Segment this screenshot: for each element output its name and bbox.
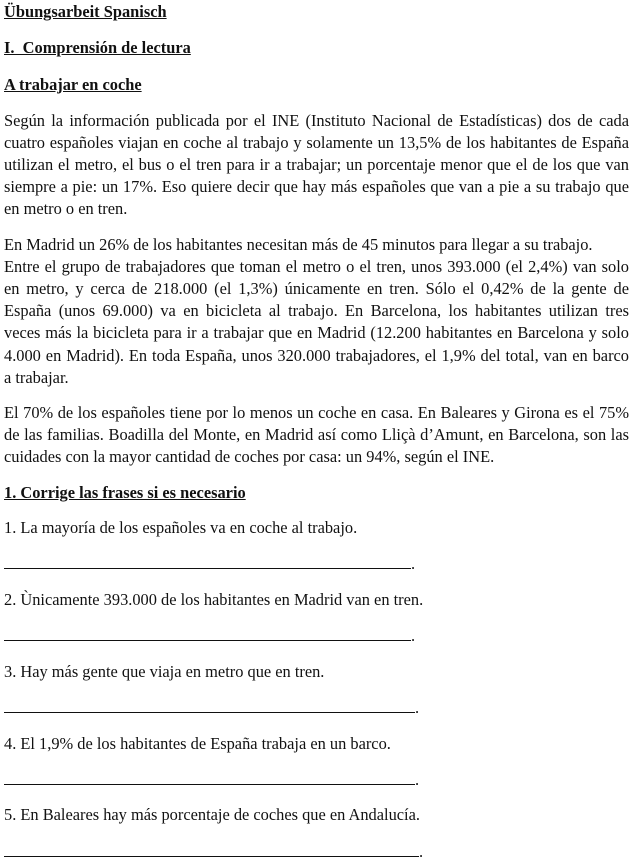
answer-blank: [4, 769, 629, 791]
question-text: 3. Hay más gente que viaja en metro que en tren.: [4, 661, 325, 681]
blank-period: .: [415, 769, 420, 789]
blank-period: .: [411, 554, 416, 574]
answer-line: [4, 628, 411, 641]
text-line: cuidades con la mayor cantidad de coches por casa: un 94%, según el INE.: [4, 447, 495, 467]
answer-blank: [4, 625, 629, 647]
text-line: en metro o en tren.: [4, 199, 128, 219]
text-line: siempre a pie: un 17%. Eso quiere decir que hay más españoles que van a pie a su trabajo que: [4, 177, 629, 197]
question-item: [4, 661, 629, 719]
text-line: en metro, y cerca de 218.000 (el 1,3%) únicamente en tren. Sólo el 0,42% de la gente de: [4, 279, 629, 299]
text-line: cuatro españoles viajan en coche al trabajo y solamente un 13,5% de los habitantes de España: [4, 132, 629, 152]
text-line: utilizan el metro, el bus o el tren para ir a trabajar; un porcentaje menor que el de los que van: [4, 155, 629, 175]
answer-line: [4, 700, 415, 713]
text-line: Entre el grupo de trabajadores que toman el metro o el tren, unos 393.000 (el 2,4%) van solo: [4, 256, 629, 276]
question-text: 2. Ùnicamente 393.000 de los habitantes en Madrid van en tren.: [4, 590, 424, 610]
worksheet-title: Übungsarbeit Spanisch: [4, 2, 167, 21]
article-title: A trabajar en coche: [4, 75, 142, 95]
question-item: [4, 589, 629, 647]
question-item: [4, 517, 629, 575]
text-line: veces más la bicicleta para ir a trabajar que en Madrid (12.200 habitantes en Barcelona y solo: [4, 323, 629, 343]
text-line: de las familias. Boadilla del Monte, en Madrid así como Lliçà d’Amunt, en Barcelona, son las: [4, 425, 629, 445]
paragraph: [4, 402, 629, 469]
answer-line: [4, 844, 419, 857]
text-line: 4.000 en Madrid). En toda España, unos 320.000 trabajadores, el 1,9% del total, van en barco: [4, 345, 629, 365]
question-item: [4, 804, 629, 862]
worksheet-content: [4, 1, 629, 863]
paragraph: [4, 110, 629, 221]
question-text: 1. La mayoría de los españoles va en coche al trabajo.: [4, 518, 358, 538]
answer-line: [4, 772, 415, 785]
exercise-heading: 1. Corrige las frases si es necesario: [4, 482, 246, 502]
question-text: 5. En Baleares hay más porcentaje de coches que en Andalucía.: [4, 805, 420, 825]
question-item: [4, 733, 629, 791]
text-line: El 70% de los españoles tiene por lo menos un coche en casa. En Baleares y Girona es el 75%: [4, 403, 629, 423]
answer-blank: [4, 553, 629, 575]
text-line: Según la información publicada por el INE (Instituto Nacional de Estadísticas) dos de cada: [4, 110, 629, 130]
blank-period: .: [411, 626, 416, 646]
text-line: España (unos 69.000) va en bicicleta al trabajo. En Barcelona, los habitantes utilizan tres: [4, 301, 629, 321]
text-line: En Madrid un 26% de los habitantes necesitan más de 45 minutos para llegar a su trabajo.: [4, 234, 593, 254]
question-list: [4, 517, 629, 863]
article-body: [4, 110, 629, 469]
question-text: 4. El 1,9% de los habitantes de España trabaja en un barco.: [4, 733, 391, 753]
paragraph: [4, 234, 629, 389]
answer-blank: [4, 697, 629, 719]
answer-line: [4, 556, 411, 569]
blank-period: .: [415, 698, 420, 718]
answer-blank: [4, 841, 629, 863]
blank-period: .: [419, 841, 424, 861]
section-heading: I. Comprensión de lectura: [4, 38, 191, 58]
text-line: a trabajar.: [4, 367, 69, 387]
